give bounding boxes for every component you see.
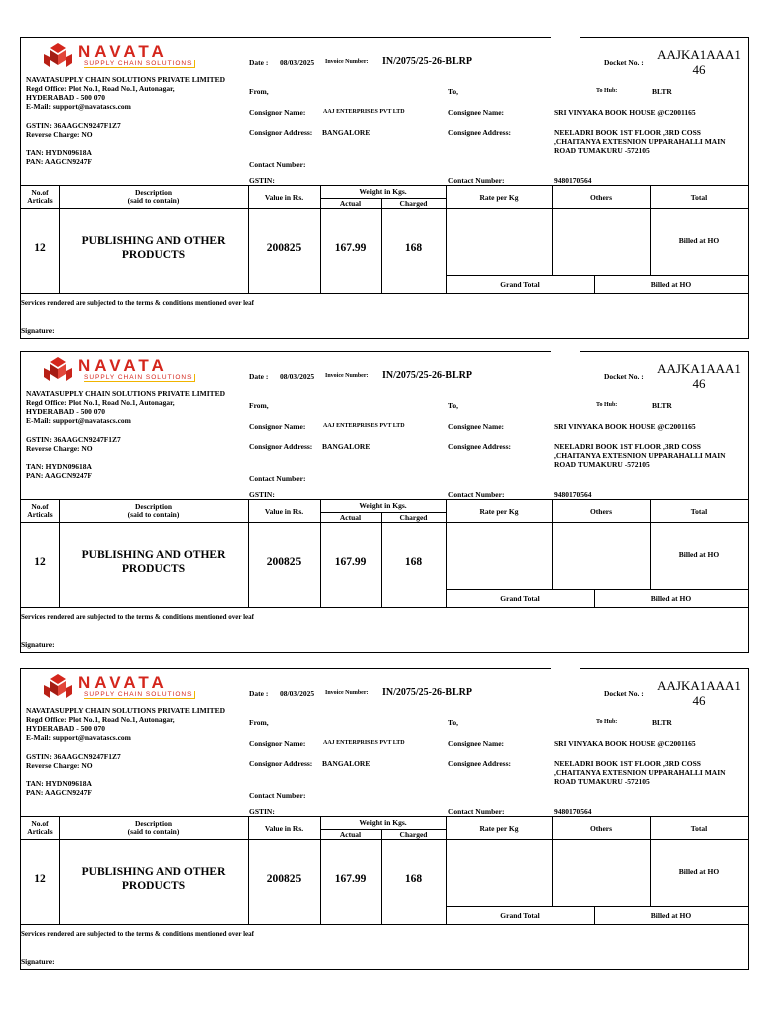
terms-note: Services rendered are subjected to the terms & conditions mentioned over leaf (21, 299, 254, 307)
header-description: Description (134, 502, 173, 511)
date-label: Date : (249, 58, 269, 67)
consignor-address-label: Consignor Address: (249, 128, 313, 137)
header-description: Description (134, 819, 173, 828)
docket-number-line1: AAJKA1AAA1 (657, 47, 741, 62)
cell-value: 200825 (266, 556, 302, 568)
from-label: From, (249, 718, 269, 727)
cell-charged: 168 (404, 556, 423, 568)
to-label: To, (448, 87, 458, 96)
company-name: NAVATASUPPLY CHAIN SOLUTIONS PRIVATE LIMITED (26, 706, 226, 715)
header-charged: Charged (399, 513, 428, 522)
signature-label: Signature: (21, 640, 55, 649)
company-gstin: GSTIN: 36AAGCN9247F1Z7 (26, 435, 121, 444)
company-regd-city: HYDERABAD - 500 070 (26, 724, 105, 733)
docket-copy-3 (0, 668, 768, 968)
consignor-name-label: Consignor Name: (249, 739, 306, 748)
cell-charged: 168 (404, 242, 423, 254)
header-actual: Actual (339, 513, 362, 522)
table-bottom-rule (20, 293, 748, 294)
docket-label: Docket No. : (604, 689, 644, 698)
table-top-rule (20, 499, 748, 500)
grand-total-label: Grand Total (500, 280, 540, 289)
consignee-contact: 9480170564 (554, 176, 592, 185)
consignee-contact: 9480170564 (554, 490, 592, 499)
company-regd-city: HYDERABAD - 500 070 (26, 93, 105, 102)
terms-note: Services rendered are subjected to the terms & conditions mentioned over leaf (21, 613, 254, 621)
grand-total-top-rule (446, 906, 748, 907)
logo-tagline: SUPPLY CHAIN SOLUTIONS (84, 60, 195, 68)
from-label: From, (249, 401, 269, 410)
company-pan: PAN: AAGCN9247F (26, 157, 92, 166)
cell-articles: 12 (34, 873, 46, 885)
cell-articles: 12 (34, 556, 46, 568)
consignee-address-label: Consignee Address: (448, 759, 511, 768)
grand-total-top-rule (446, 275, 748, 276)
signature-label: Signature: (21, 957, 55, 966)
consignor-gstin-label: GSTIN: (249, 807, 275, 816)
docket-number-line1: AAJKA1AAA1 (657, 678, 741, 693)
header-actual: Actual (339, 830, 362, 839)
docket-label: Docket No. : (604, 58, 644, 67)
header-charged: Charged (399, 830, 428, 839)
consignee-name-label: Consignee Name: (448, 422, 505, 431)
to-hub-value: BLTR (652, 718, 672, 727)
consignor-address: BANGALORE (322, 128, 371, 137)
header-description: Description (134, 188, 173, 197)
consignee-address-label: Consignee Address: (448, 128, 511, 137)
to-label: To, (448, 718, 458, 727)
logo-tagline: SUPPLY CHAIN SOLUTIONS (84, 691, 195, 699)
header-actual: Actual (339, 199, 362, 208)
header-articles-2: Articals (27, 827, 53, 836)
grand-total-label: Grand Total (500, 911, 540, 920)
consignee-address: NEELADRI BOOK 1ST FLOOR ,3RD COSS ,CHAITANYA EXTESNION UPPARAHALLI MAIN ROAD TUMAKURU -572105 (554, 442, 726, 469)
cell-total: Billed at HO (678, 867, 720, 876)
header-others: Others (589, 507, 613, 516)
table-bottom-rule (20, 924, 748, 925)
table-header-rule (20, 522, 748, 523)
company-reverse-charge: Reverse Charge: NO (26, 130, 93, 139)
date-value: 08/03/2025 (280, 372, 315, 381)
table-bottom-rule (20, 607, 748, 608)
header-rate: Rate per Kg (479, 824, 519, 833)
consignor-address-label: Consignor Address: (249, 442, 313, 451)
invoice-value: IN/2075/25-26-BLRP (382, 56, 472, 67)
cell-description-2: PRODUCTS (121, 563, 186, 575)
consignor-address-label: Consignor Address: (249, 759, 313, 768)
consignor-name: AAJ ENTERPRISES PVT LTD (323, 109, 405, 115)
consignee-address: NEELADRI BOOK 1ST FLOOR ,3RD COSS ,CHAITANYA EXTESNION UPPARAHALLI MAIN ROAD TUMAKURU -572105 (554, 759, 726, 786)
from-label: From, (249, 87, 269, 96)
docket-number-line2: 46 (692, 376, 706, 391)
consignor-name-label: Consignor Name: (249, 422, 306, 431)
company-pan: PAN: AAGCN9247F (26, 471, 92, 480)
cell-actual: 167.99 (334, 873, 367, 885)
cell-description-2: PRODUCTS (121, 880, 186, 892)
consignor-contact-label: Contact Number: (249, 474, 306, 483)
invoice-label: Invoice Number: (325, 690, 369, 696)
company-email: E-Mail: support@navatascs.com (26, 102, 131, 111)
consignee-address-label: Consignee Address: (448, 442, 511, 451)
header-description-2: (said to contain) (127, 510, 180, 519)
navata-logo-icon (44, 43, 72, 69)
logo-wordmark: NAVATA (78, 673, 168, 692)
cell-total: Billed at HO (678, 550, 720, 559)
to-hub-value: BLTR (652, 401, 672, 410)
cell-description-1: PUBLISHING AND OTHER (81, 235, 226, 247)
consignee-name: SRI VINYAKA BOOK HOUSE @C2001165 (554, 422, 696, 431)
docket-number-line2: 46 (692, 62, 706, 77)
consignee-contact-label: Contact Number: (448, 807, 505, 816)
grand-total-label: Grand Total (500, 594, 540, 603)
invoice-value: IN/2075/25-26-BLRP (382, 370, 472, 381)
consignor-name: AAJ ENTERPRISES PVT LTD (323, 740, 405, 746)
header-total: Total (690, 824, 708, 833)
consignor-address: BANGALORE (322, 442, 371, 451)
cell-charged: 168 (404, 873, 423, 885)
date-value: 08/03/2025 (280, 58, 315, 67)
docket-copy-1 (0, 37, 768, 337)
header-weight: Weight in Kgs. (359, 187, 407, 196)
company-name: NAVATASUPPLY CHAIN SOLUTIONS PRIVATE LIMITED (26, 389, 226, 398)
header-total: Total (690, 507, 708, 516)
navata-logo-icon (44, 674, 72, 700)
consignee-address: NEELADRI BOOK 1ST FLOOR ,3RD COSS ,CHAITANYA EXTESNION UPPARAHALLI MAIN ROAD TUMAKURU -572105 (554, 128, 726, 155)
header-articles: No.of (31, 188, 49, 197)
grand-total-value: Billed at HO (650, 594, 692, 603)
header-rate: Rate per Kg (479, 507, 519, 516)
consignee-name: SRI VINYAKA BOOK HOUSE @C2001165 (554, 108, 696, 117)
docket-copy-2 (0, 351, 768, 651)
consignor-gstin-label: GSTIN: (249, 490, 275, 499)
table-header-rule (20, 208, 748, 209)
invoice-label: Invoice Number: (325, 59, 369, 65)
header-others: Others (589, 824, 613, 833)
cell-value: 200825 (266, 873, 302, 885)
cell-value: 200825 (266, 242, 302, 254)
header-description-2: (said to contain) (127, 196, 180, 205)
terms-note: Services rendered are subjected to the terms & conditions mentioned over leaf (21, 930, 254, 938)
company-regd-office: Regd Office: Plot No.1, Road No.1, Autonagar, (26, 715, 175, 724)
grand-total-top-rule (446, 589, 748, 590)
consignee-contact-label: Contact Number: (448, 490, 505, 499)
header-articles-2: Articals (27, 196, 53, 205)
to-hub-label: To Hub: (596, 88, 618, 94)
to-label: To, (448, 401, 458, 410)
header-value: Value in Rs. (264, 193, 304, 202)
cell-description-1: PUBLISHING AND OTHER (81, 866, 226, 878)
cell-articles: 12 (34, 242, 46, 254)
header-total: Total (690, 193, 708, 202)
date-label: Date : (249, 689, 269, 698)
header-articles-2: Articals (27, 510, 53, 519)
company-regd-office: Regd Office: Plot No.1, Road No.1, Autonagar, (26, 398, 175, 407)
date-label: Date : (249, 372, 269, 381)
header-others: Others (589, 193, 613, 202)
invoice-value: IN/2075/25-26-BLRP (382, 687, 472, 698)
consignee-name: SRI VINYAKA BOOK HOUSE @C2001165 (554, 739, 696, 748)
docket-number-line2: 46 (692, 693, 706, 708)
to-hub-label: To Hub: (596, 719, 618, 725)
logo-wordmark: NAVATA (78, 356, 168, 375)
header-value: Value in Rs. (264, 824, 304, 833)
logo-tagline: SUPPLY CHAIN SOLUTIONS (84, 374, 195, 382)
consignor-name: AAJ ENTERPRISES PVT LTD (323, 423, 405, 429)
header-weight: Weight in Kgs. (359, 818, 407, 827)
cell-actual: 167.99 (334, 556, 367, 568)
company-gstin: GSTIN: 36AAGCN9247F1Z7 (26, 121, 121, 130)
consignor-contact-label: Contact Number: (249, 791, 306, 800)
company-email: E-Mail: support@navatascs.com (26, 416, 131, 425)
cell-total: Billed at HO (678, 236, 720, 245)
to-hub-label: To Hub: (596, 402, 618, 408)
company-pan: PAN: AAGCN9247F (26, 788, 92, 797)
navata-logo-icon (44, 357, 72, 383)
grand-total-value: Billed at HO (650, 280, 692, 289)
company-regd-city: HYDERABAD - 500 070 (26, 407, 105, 416)
header-rate: Rate per Kg (479, 193, 519, 202)
signature-label: Signature: (21, 326, 55, 335)
company-tan: TAN: HYDN09618A (26, 779, 92, 788)
header-articles: No.of (31, 502, 49, 511)
cell-actual: 167.99 (334, 242, 367, 254)
consignor-address: BANGALORE (322, 759, 371, 768)
company-reverse-charge: Reverse Charge: NO (26, 444, 93, 453)
consignee-contact: 9480170564 (554, 807, 592, 816)
cell-description-2: PRODUCTS (121, 249, 186, 261)
docket-label: Docket No. : (604, 372, 644, 381)
header-value: Value in Rs. (264, 507, 304, 516)
consignor-contact-label: Contact Number: (249, 160, 306, 169)
date-value: 08/03/2025 (280, 689, 315, 698)
consignor-name-label: Consignor Name: (249, 108, 306, 117)
company-name: NAVATASUPPLY CHAIN SOLUTIONS PRIVATE LIMITED (26, 75, 226, 84)
table-header-rule (20, 839, 748, 840)
cell-description-1: PUBLISHING AND OTHER (81, 549, 226, 561)
company-tan: TAN: HYDN09618A (26, 148, 92, 157)
header-weight: Weight in Kgs. (359, 501, 407, 510)
logo-wordmark: NAVATA (78, 42, 168, 61)
header-charged: Charged (399, 199, 428, 208)
consignee-name-label: Consignee Name: (448, 739, 505, 748)
table-top-rule (20, 816, 748, 817)
company-regd-office: Regd Office: Plot No.1, Road No.1, Autonagar, (26, 84, 175, 93)
company-gstin: GSTIN: 36AAGCN9247F1Z7 (26, 752, 121, 761)
invoice-label: Invoice Number: (325, 373, 369, 379)
consignor-gstin-label: GSTIN: (249, 176, 275, 185)
header-description-2: (said to contain) (127, 827, 180, 836)
company-email: E-Mail: support@navatascs.com (26, 733, 131, 742)
header-articles: No.of (31, 819, 49, 828)
consignee-contact-label: Contact Number: (448, 176, 505, 185)
grand-total-value: Billed at HO (650, 911, 692, 920)
company-reverse-charge: Reverse Charge: NO (26, 761, 93, 770)
company-tan: TAN: HYDN09618A (26, 462, 92, 471)
consignee-name-label: Consignee Name: (448, 108, 505, 117)
table-top-rule (20, 185, 748, 186)
to-hub-value: BLTR (652, 87, 672, 96)
docket-number-line1: AAJKA1AAA1 (657, 361, 741, 376)
